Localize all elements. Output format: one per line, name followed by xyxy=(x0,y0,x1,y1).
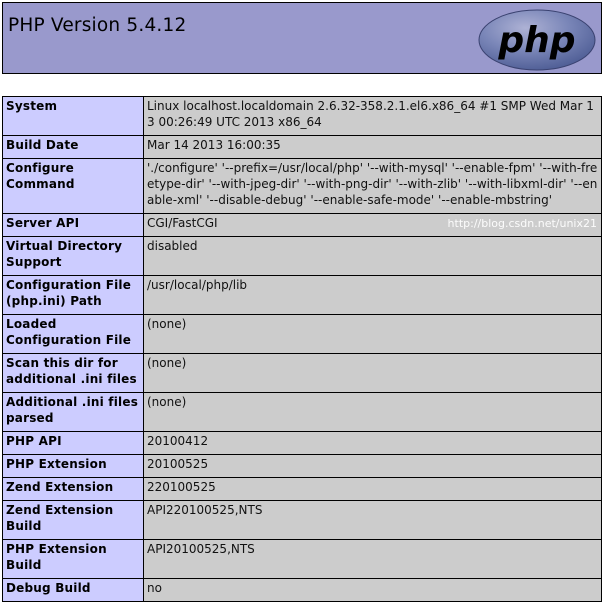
php-logo xyxy=(478,9,596,71)
row-value: API220100525,NTS xyxy=(144,501,602,540)
row-label: Debug Build xyxy=(3,579,144,602)
row-value: (none) xyxy=(144,354,602,393)
info-row xyxy=(3,540,602,579)
row-value: './configure' '--prefix=/usr/local/php' '--with-mysql' '--enable-fpm' '--with-freetype-dir' '--with-jpeg-dir' '--with-png-dir' '--with-zlib' '--with-libxml-dir' '--enable-xml' '--disable-debug' '--enable-safe-mode' '--enable-mbstring' xyxy=(144,159,602,214)
row-label: Configuration File (php.ini) Path xyxy=(3,276,144,315)
row-value: Linux localhost.localdomain 2.6.32-358.2.1.el6.x86_64 #1 SMP Wed Mar 13 00:26:49 UTC 2013 x86_64 xyxy=(144,97,602,136)
row-value: API20100525,NTS xyxy=(144,540,602,579)
info-row xyxy=(3,501,602,540)
row-value: /usr/local/php/lib xyxy=(144,276,602,315)
page-header xyxy=(2,2,602,74)
row-value: (none) xyxy=(144,315,602,354)
info-table xyxy=(2,96,602,602)
info-row xyxy=(3,159,602,214)
row-value: Mar 14 2013 16:00:35 xyxy=(144,136,602,159)
info-row xyxy=(3,432,602,455)
watermark: http://blog.csdn.net/unix21 xyxy=(447,217,597,230)
info-row xyxy=(3,579,602,602)
info-row xyxy=(3,478,602,501)
info-row xyxy=(3,455,602,478)
row-value: (none) xyxy=(144,393,602,432)
page-title: PHP Version 5.4.12 xyxy=(8,15,187,36)
row-label: Zend Extension xyxy=(3,478,144,501)
row-value: disabled xyxy=(144,237,602,276)
row-label: PHP API xyxy=(3,432,144,455)
row-label: Virtual Directory Support xyxy=(3,237,144,276)
info-row xyxy=(3,97,602,136)
row-value: 20100525 xyxy=(144,455,602,478)
row-label: Zend Extension Build xyxy=(3,501,144,540)
info-row xyxy=(3,393,602,432)
row-label: PHP Extension xyxy=(3,455,144,478)
row-value: 220100525 xyxy=(144,478,602,501)
row-label: PHP Extension Build xyxy=(3,540,144,579)
info-row xyxy=(3,237,602,276)
row-label: System xyxy=(3,97,144,136)
info-row xyxy=(3,354,602,393)
row-label: Scan this dir for additional .ini files xyxy=(3,354,144,393)
row-label: Additional .ini files parsed xyxy=(3,393,144,432)
info-row xyxy=(3,315,602,354)
row-label: Build Date xyxy=(3,136,144,159)
row-value: no xyxy=(144,579,602,602)
row-label: Loaded Configuration File xyxy=(3,315,144,354)
row-label: Server API xyxy=(3,214,144,237)
info-row xyxy=(3,276,602,315)
row-value: 20100412 xyxy=(144,432,602,455)
php-logo-text: php xyxy=(498,20,576,61)
info-row xyxy=(3,136,602,159)
row-value: CGI/FastCGI xyxy=(144,214,602,237)
row-label: Configure Command xyxy=(3,159,144,214)
